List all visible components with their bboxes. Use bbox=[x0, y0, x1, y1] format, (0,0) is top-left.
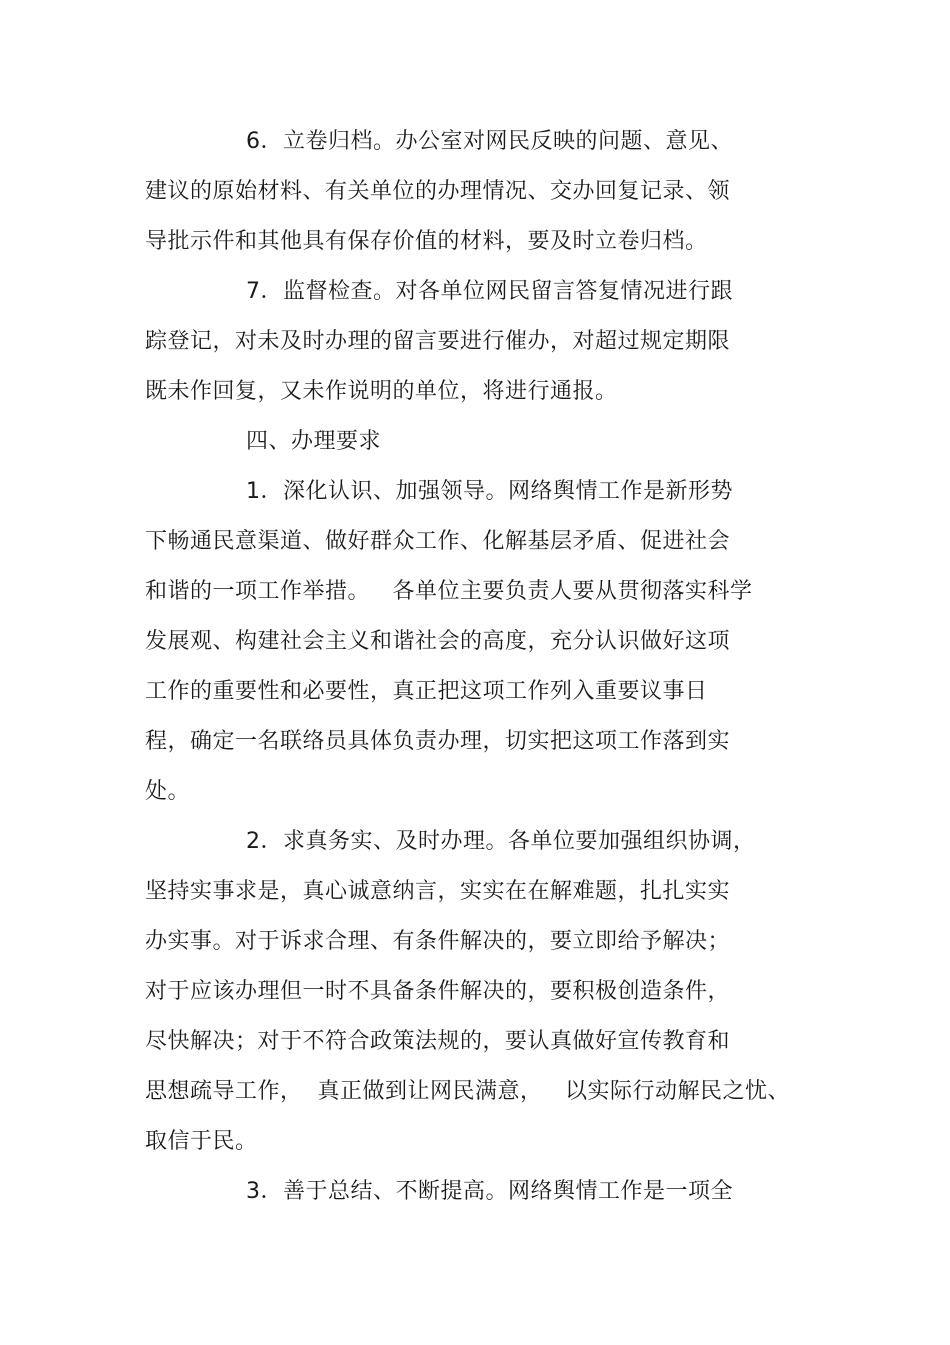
paragraph-1-heading-line: 1．深化认识、加强领导。网络舆情工作是新形势 bbox=[246, 479, 733, 504]
paragraph-6-line: 导批示件和其他具有保存价值的材料，要及时立卷归档。 bbox=[145, 229, 708, 254]
paragraph-1-line: 处。 bbox=[145, 779, 191, 804]
paragraph-2-line: 对于应该办理但一时不具备条件解决的，要积极创造条件， bbox=[145, 979, 731, 1004]
paragraph-7-line: 既未作回复，又未作说明的单位，将进行通报。 bbox=[145, 379, 618, 404]
paragraph-1-line: 和谐的一项工作举措。 各单位主要负责人要从贯彻落实科学 bbox=[145, 579, 753, 604]
paragraph-1-line: 下畅通民意渠道、做好群众工作、化解基层矛盾、促进社会 bbox=[145, 529, 731, 554]
paragraph-1-line: 程，确定一名联络员具体负责办理，切实把这项工作落到实 bbox=[145, 729, 731, 754]
paragraph-6-line: 建议的原始材料、有关单位的办理情况、交办回复记录、领 bbox=[145, 179, 731, 204]
paragraph-2-line: 思想疏导工作， 真正做到让网民满意， 以实际行动解民之忧、 bbox=[145, 1079, 790, 1104]
paragraph-7-heading-line: 7．监督检查。对各单位网民留言答复情况进行跟 bbox=[246, 279, 733, 304]
paragraph-1-line: 工作的重要性和必要性，真正把这项工作列入重要议事日 bbox=[145, 679, 708, 704]
paragraph-2-line: 办实事。对于诉求合理、有条件解决的，要立即给予解决； bbox=[145, 929, 731, 954]
paragraph-1-line: 发展观、构建社会主义和谐社会的高度，充分认识做好这项 bbox=[145, 629, 731, 654]
paragraph-6-heading-line: 6．立卷归档。办公室对网民反映的问题、意见、 bbox=[246, 129, 733, 154]
paragraph-7-line: 踪登记，对未及时办理的留言要进行催办，对超过规定期限 bbox=[145, 329, 731, 354]
paragraph-3-heading-line: 3．善于总结、不断提高。网络舆情工作是一项全 bbox=[246, 1179, 733, 1204]
paragraph-2-line: 取信于民。 bbox=[145, 1129, 258, 1154]
paragraph-2-line: 尽快解决；对于不符合政策法规的，要认真做好宣传教育和 bbox=[145, 1029, 731, 1054]
section-heading: 四、办理要求 bbox=[246, 429, 382, 454]
paragraph-2-line: 坚持实事求是，真心诚意纳言，实实在在解难题，扎扎实实 bbox=[145, 879, 731, 904]
paragraph-2-heading-line: 2．求真务实、及时办理。各单位要加强组织协调， bbox=[246, 829, 756, 854]
